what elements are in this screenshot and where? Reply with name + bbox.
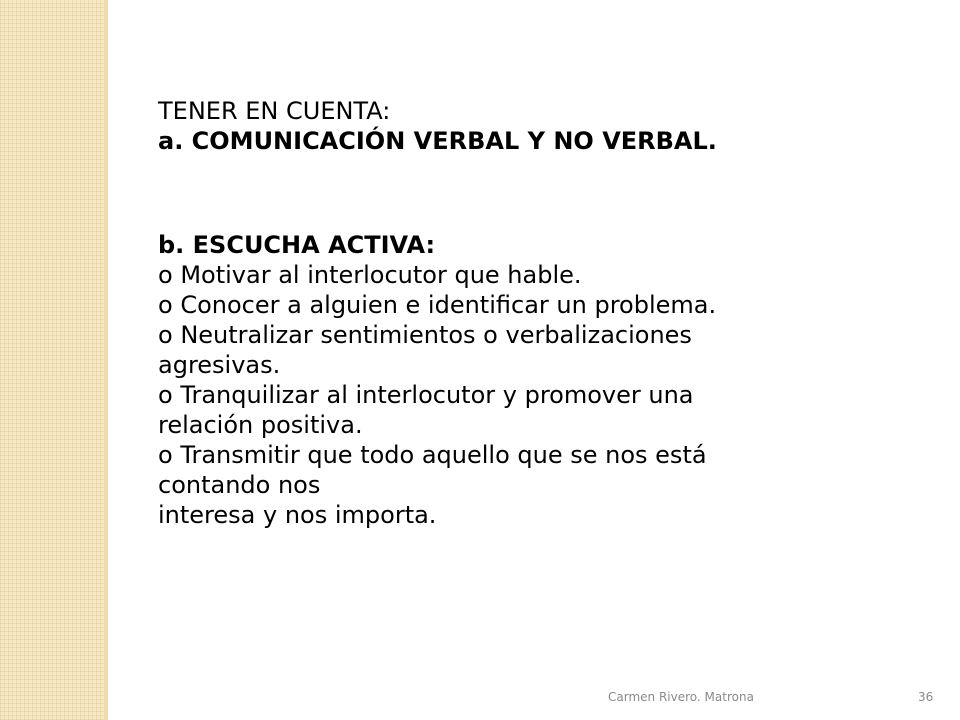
bullet-line: o Neutralizar sentimientos o verbalizaciones [158,321,692,349]
slide-content [158,96,898,530]
bullet-line: o Tranquilizar al interlocutor y promover una [158,381,694,409]
bullet-line: interesa y nos importa. [158,501,437,529]
bullet-line: contando nos [158,471,321,499]
page-number: 36 [918,690,934,704]
bullet-line: o Conocer a alguien e identificar un problema. [158,291,717,319]
bullet-line: relación positiva. [158,411,363,439]
decorative-side-band [0,0,104,720]
spacer [158,156,898,230]
item-b: b. ESCUCHA ACTIVA: [158,231,436,259]
bullet-line: agresivas. [158,351,281,379]
bullet-line: o Transmitir que todo aquello que se nos está [158,441,707,469]
footer-author: Carmen Rivero. Matrona [608,690,754,704]
side-band-edge [104,0,108,720]
bullet-line: o Motivar al interlocutor que hable. [158,261,582,289]
heading: TENER EN CUENTA: [158,97,391,125]
item-a: a. COMUNICACIÓN VERBAL Y NO VERBAL. [158,127,717,155]
